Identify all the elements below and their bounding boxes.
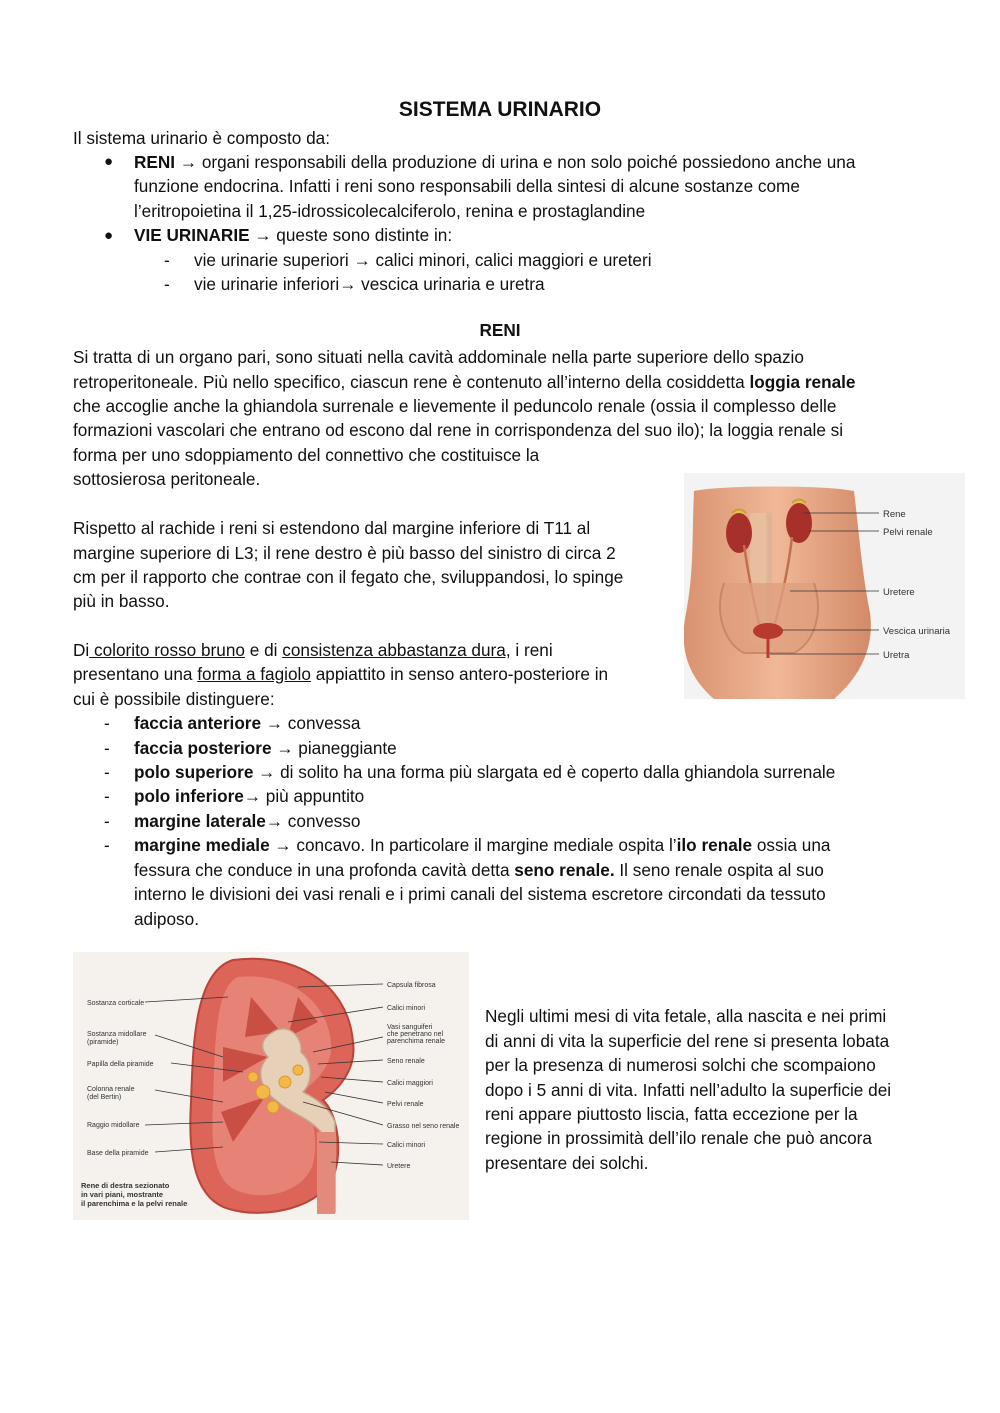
figure-caption-line3: il parenchima e la pelvi renale <box>81 1199 188 1208</box>
dash-marker: - <box>164 250 170 270</box>
label-calici-minori: Calici minori <box>387 1005 426 1012</box>
label-colonna-renale: Colonna renale <box>87 1086 135 1093</box>
para1-line5: forma per uno sdoppiamento del connettivo che costituisce la <box>73 445 540 465</box>
para4-line4: dopo i 5 anni di vita. Infatti nell’adulto la superficie dei <box>485 1080 892 1100</box>
label-sostanza-corticale: Sostanza corticale <box>87 1000 145 1007</box>
label-seno-renale: Seno renale <box>387 1058 425 1065</box>
label-grasso-seno-renale: Grasso nel seno renale <box>387 1123 460 1130</box>
dash-marker: - <box>104 738 110 758</box>
bullet-reni-line2: funzione endocrina. Infatti i reni sono responsabili della sintesi di alcune sostanze come <box>134 176 800 196</box>
para4-line6: regione in prossimità dell’ilo renale che può ancora <box>485 1128 872 1148</box>
label-raggio-midollare: Raggio midollare <box>87 1122 140 1129</box>
kidney-section-figure <box>73 952 469 1220</box>
para1-line6: sottosierosa peritoneale. <box>73 469 261 489</box>
bullet-dot: ● <box>104 153 114 170</box>
para4-line2: di anni di vita la superficie del rene si presenta lobata <box>485 1031 890 1051</box>
feature-item: polo inferiore→ più appuntito <box>134 786 365 806</box>
label-piramide: (piramide) <box>87 1039 119 1046</box>
label-uretere: Uretere <box>883 587 915 598</box>
feature-margine-mediale-line1: margine mediale → concavo. In particolare il margine mediale ospita l’ilo renale ossia una <box>134 835 831 855</box>
label-calici-minori-2: Calici minori <box>387 1142 426 1149</box>
dash-marker: - <box>104 811 110 831</box>
para4-line7: presentare dei solchi. <box>485 1153 649 1173</box>
bullet-dot: ● <box>104 227 114 244</box>
para4-line1: Negli ultimi mesi di vita fetale, alla nascita e nei primi <box>485 1006 887 1026</box>
dash-marker: - <box>104 835 110 855</box>
feature-item: faccia posteriore → pianeggiante <box>134 738 397 758</box>
feature-margine-mediale-line3: interno le divisioni dei vasi renali e i primi canali del sistema escretore circondati da tessuto <box>134 884 826 904</box>
para3-line3: cui è possibile distinguere: <box>73 689 275 709</box>
label-vescica-urinaria: Vescica urinaria <box>883 626 951 637</box>
page-title: SISTEMA URINARIO <box>398 98 602 121</box>
para1-line4: formazioni vascolari che entrano od escono dal rene in corrispondenza del suo ilo); la loggia renale si <box>73 420 844 440</box>
para1-line1: Si tratta di un organo pari, sono situati nella cavità addominale nella parte superiore dello spazio <box>73 347 804 367</box>
label-uretere: Uretere <box>387 1163 411 1170</box>
label-vasi-sanguiferi-3: parenchima renale <box>387 1038 445 1045</box>
label-pelvi-renale: Pelvi renale <box>387 1101 424 1108</box>
para2-line2: margine superiore di L3; il rene destro è più basso del sinistro di circa 2 <box>73 543 616 563</box>
para4-line5: reni appare piuttosto liscia, fatta eccezione per la <box>485 1104 858 1124</box>
label-vasi-sanguiferi: Vasi sanguiferi <box>387 1024 433 1031</box>
bullet-vie-urinarie: VIE URINARIE → queste sono distinte in: <box>134 225 453 245</box>
label-calici-maggiori: Calici maggiori <box>387 1080 433 1087</box>
label-del-bertin: (del Bertin) <box>87 1094 122 1101</box>
urinary-system-figure <box>684 473 965 699</box>
dash-marker: - <box>104 786 110 806</box>
para4-line3: per la presenza di numerosi solchi che scompaiono <box>485 1055 876 1075</box>
dash-marker: - <box>164 274 170 294</box>
para1-line3: che accoglie anche la ghiandola surrenale e lievemente il peduncolo renale (ossia il complesso delle <box>73 396 837 416</box>
para3-line1: Di colorito rosso bruno e di consistenza abbastanza dura, i reni <box>73 640 553 660</box>
para2-line3: cm per il rapporto che contrae con il fegato che, sviluppandosi, lo spinge <box>73 567 624 587</box>
dash-marker: - <box>104 762 110 782</box>
bullet-reni-line1: RENI → organi responsabili della produzione di urina e non solo poiché possiedono anche una <box>134 152 856 172</box>
intro-text: Il sistema urinario è composto da: <box>73 128 330 148</box>
label-papilla: Papilla della piramide <box>87 1061 154 1068</box>
label-rene: Rene <box>883 509 906 520</box>
label-vasi-sanguiferi-2: che penetrano nel <box>387 1031 444 1038</box>
bullet-reni-line3: l’eritropoietina il 1,25-idrossicolecalciferolo, renina e prostaglandine <box>134 201 646 221</box>
para2-line4: più in basso. <box>73 591 170 611</box>
feature-item: margine laterale→ convesso <box>134 811 361 831</box>
figure-caption-line2: in vari piani, mostrante <box>81 1190 164 1199</box>
label-pelvi-renale: Pelvi renale <box>883 527 933 538</box>
subitem-vie-inferiori: vie urinarie inferiori→ vescica urinaria e uretra <box>194 274 545 294</box>
feature-margine-mediale-line2: fessura che conduce in una profonda cavità detta seno renale. Il seno renale ospita al suo <box>134 860 824 880</box>
label-uretra: Uretra <box>883 650 910 661</box>
feature-margine-mediale-line4: adiposo. <box>134 909 199 929</box>
para3-line2: presentano una forma a fagiolo appiattito in senso antero-posteriore in <box>73 664 609 684</box>
subitem-vie-superiori: vie urinarie superiori → calici minori, calici maggiori e ureteri <box>194 250 652 270</box>
label-sostanza-midollare: Sostanza midollare <box>87 1031 147 1038</box>
section-heading-reni: RENI <box>479 320 521 340</box>
para1-line2: retroperitoneale. Più nello specifico, ciascun rene è contenuto all’interno della cosiddetta loggia renale <box>73 372 856 392</box>
label-capsula-fibrosa: Capsula fibrosa <box>387 982 436 989</box>
dash-marker: - <box>104 713 110 733</box>
figure-caption-line1: Rene di destra sezionato <box>81 1181 170 1190</box>
para2-line1: Rispetto al rachide i reni si estendono dal margine inferiore di T11 al <box>73 518 591 538</box>
feature-item: polo superiore → di solito ha una forma più slargata ed è coperto dalla ghiandola surrenale <box>134 762 836 782</box>
label-base-piramide: Base della piramide <box>87 1150 149 1157</box>
feature-item: faccia anteriore → convessa <box>134 713 361 733</box>
